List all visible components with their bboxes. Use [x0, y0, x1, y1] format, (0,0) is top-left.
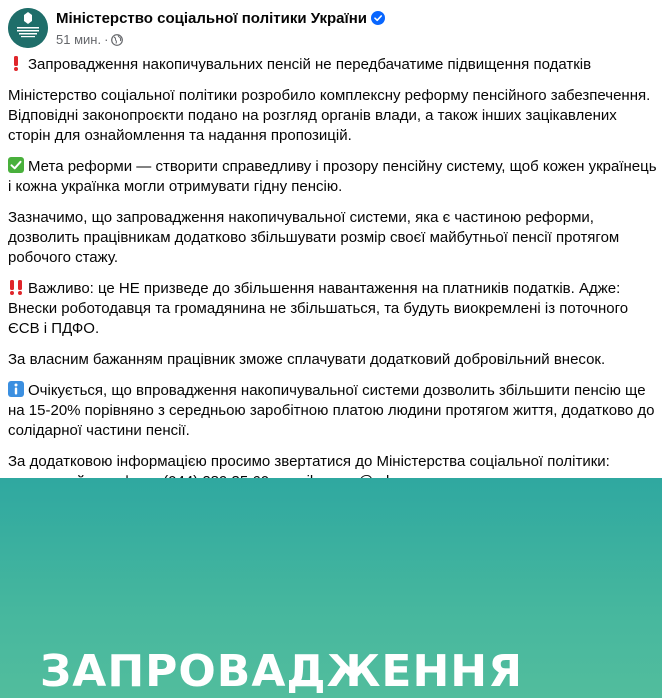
post-meta: [56, 32, 123, 49]
post-image[interactable]: [0, 478, 662, 698]
exclamation-red-icon: [8, 55, 24, 71]
post-timestamp[interactable]: 51 мин.: [56, 32, 102, 47]
ministry-logo-icon: [8, 8, 48, 48]
paragraph-heading: [8, 55, 658, 75]
check-green-icon: [8, 157, 24, 173]
banner-title: ЗАПРОВАДЖЕННЯ: [40, 646, 524, 697]
paragraph-text: За додатковою інформацією просимо звертатися до Міністерства соціальної політики:: [8, 453, 610, 470]
verified-badge-icon: [371, 11, 385, 29]
double-exclamation-icon: [8, 279, 24, 295]
paragraph-text: Зазначимо, що запровадження накопичувальної системи, яка є частиною реформи, дозволить працівникам додатково збільшувати розмір своєї майбутньої пенсії протягом робочого стажу.: [8, 209, 620, 266]
paragraph-text: За власним бажанням працівник зможе сплачувати додатковий добровільний внесок.: [8, 351, 606, 368]
post-text: [8, 55, 658, 503]
paragraph-important: [8, 279, 658, 339]
paragraph-text: Важливо: це НЕ призведе до збільшення навантаження на платників податків. Адже: Внески роботодавця та громадянина не збільшаться, та будуть виокремлені із поточного ЄСВ і ПДФО.: [8, 280, 629, 337]
globe-icon[interactable]: [111, 34, 123, 49]
paragraph-text: Мета реформи — створити справедливу і прозору пенсійну систему, щоб кожен українець і кожна українка могли отримувати гідну пенсію.: [8, 158, 657, 195]
info-blue-icon: [8, 381, 24, 397]
meta-separator: ·: [104, 32, 109, 47]
paragraph-voluntary: [8, 350, 658, 370]
paragraph-expected: [8, 381, 658, 441]
post-header: [8, 8, 648, 52]
paragraph-accumulative: [8, 208, 658, 268]
paragraph-goal: [8, 157, 658, 197]
paragraph-reform: [8, 86, 658, 146]
page-name-text: Міністерство соціальної політики України: [56, 10, 368, 27]
paragraph-text: Запровадження накопичувальних пенсій не передбачатиме підвищення податків: [28, 56, 592, 73]
paragraph-text: Очікується, що впровадження накопичувальної системи дозволить збільшити пенсію ще на 15-20% порівняно з середньою заробітною платою людини протягом життя, додатково до солідарної частини пенсії.: [8, 382, 655, 439]
paragraph-text: Міністерство соціальної політики розробило комплексну реформу пенсійного забезпечення. Відповідні законопроєкти подано на розгляд органів влади, а також інших зацікавлених сторін для ознайомлення та надання пропозицій.: [8, 87, 651, 144]
avatar[interactable]: [8, 8, 48, 48]
page-name-link[interactable]: [56, 10, 385, 29]
